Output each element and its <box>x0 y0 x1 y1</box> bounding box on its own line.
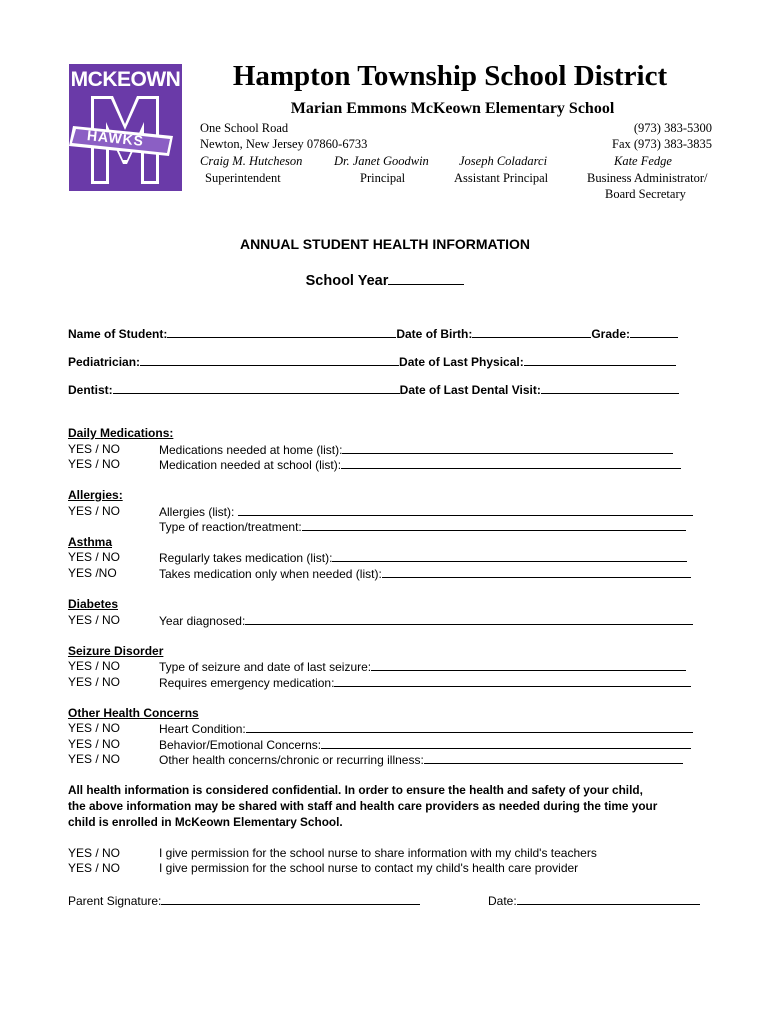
diabetes-heading: Diabetes <box>68 597 119 611</box>
meds-home-field[interactable] <box>342 442 673 454</box>
school-year-row <box>0 273 770 289</box>
school-year-label: School Year <box>305 273 389 289</box>
yes-no-option[interactable]: YES / NO <box>68 721 121 735</box>
last-dental-label: Date of Last Dental Visit: <box>399 383 541 397</box>
permission-contact: I give permission for the school nurse to contact my child's health care provider <box>159 861 579 875</box>
address-line-2: Newton, New Jersey 07860-6733 <box>200 137 368 151</box>
allergies-list-row <box>159 504 693 519</box>
signature-date-label: Date: <box>488 894 517 908</box>
asthma-regular-row <box>159 550 687 565</box>
signature-date-row <box>488 893 700 908</box>
year-diagnosed-row <box>159 613 693 628</box>
behavior-row <box>159 737 691 752</box>
asthma-needed-row <box>159 566 691 581</box>
pediatrician-label: Pediatrician: <box>68 355 141 369</box>
yes-no-option[interactable]: YES / NO <box>68 659 121 673</box>
seizure-type-field[interactable] <box>371 659 686 671</box>
meds-school-field[interactable] <box>341 457 681 469</box>
logo-wordmark: MCKEOWN <box>70 68 181 91</box>
seizure-heading: Seizure Disorder <box>68 644 164 658</box>
last-physical-field[interactable] <box>524 354 676 366</box>
asthma-regular-field[interactable] <box>332 550 687 562</box>
meds-school-label: Medication needed at school (list): <box>159 458 342 472</box>
yes-no-option[interactable]: YES / NO <box>68 861 121 875</box>
yes-no-option[interactable]: YES / NO <box>68 675 121 689</box>
yes-no-option[interactable]: YES / NO <box>68 550 121 564</box>
dob-field[interactable] <box>472 326 591 338</box>
yes-no-option[interactable]: YES / NO <box>68 504 121 518</box>
other-illness-row <box>159 752 683 767</box>
heart-condition-row <box>159 721 693 736</box>
dob-label: Date of Birth: <box>396 327 473 341</box>
superintendent-name: Craig M. Hutcheson <box>200 154 303 168</box>
confidential-line-3: child is enrolled in McKeown Elementary School. <box>68 815 343 829</box>
business-admin-name: Kate Fedge <box>614 154 672 168</box>
student-name-field[interactable] <box>167 326 396 338</box>
emergency-med-label: Requires emergency medication: <box>159 676 335 690</box>
year-diagnosed-label: Year diagnosed: <box>159 614 246 628</box>
student-name-row <box>68 326 678 341</box>
asthma-regular-label: Regularly takes medication (list): <box>159 551 333 565</box>
parent-signature-label: Parent Signature: <box>68 894 162 908</box>
confidential-line-1: All health information is considered confidential. In order to ensure the health and safety of your child, <box>68 783 643 797</box>
heart-condition-field[interactable] <box>246 721 693 733</box>
meds-school-row <box>159 457 681 472</box>
school-year-field[interactable] <box>388 273 464 285</box>
pediatrician-field[interactable] <box>140 354 399 366</box>
yes-no-option[interactable]: YES / NO <box>68 752 121 766</box>
form-title: ANNUAL STUDENT HEALTH INFORMATION <box>239 236 531 252</box>
other-illness-label: Other health concerns/chronic or recurring illness: <box>159 753 424 767</box>
allergies-list-label: Allergies (list): <box>159 505 235 519</box>
yes-no-option[interactable]: YES /NO <box>68 566 117 580</box>
seizure-type-label: Type of seizure and date of last seizure: <box>159 660 372 674</box>
asthma-needed-field[interactable] <box>382 566 691 578</box>
address-line-1: One School Road <box>200 121 289 135</box>
yes-no-option[interactable]: YES / NO <box>68 457 121 471</box>
phone-number: (973) 383-5300 <box>633 121 712 135</box>
asthma-heading: Asthma <box>68 535 113 549</box>
dentist-label: Dentist: <box>68 383 113 397</box>
signature-date-field[interactable] <box>517 893 700 905</box>
behavior-label: Behavior/Emotional Concerns: <box>159 738 322 752</box>
dentist-field[interactable] <box>113 382 400 394</box>
yes-no-option[interactable]: YES / NO <box>68 613 121 627</box>
other-concerns-heading: Other Health Concerns <box>68 706 199 720</box>
asthma-needed-label: Takes medication only when needed (list): <box>159 567 382 581</box>
year-diagnosed-field[interactable] <box>245 613 693 625</box>
other-illness-field[interactable] <box>424 752 683 764</box>
meds-home-row <box>159 442 673 457</box>
yes-no-option[interactable]: YES / NO <box>68 846 121 860</box>
last-physical-label: Date of Last Physical: <box>399 355 524 369</box>
emergency-med-field[interactable] <box>334 675 691 687</box>
emergency-med-row <box>159 675 691 690</box>
school-name: Marian Emmons McKeown Elementary School <box>290 100 615 117</box>
principal-name: Dr. Janet Goodwin <box>334 154 429 168</box>
reaction-label: Type of reaction/treatment: <box>159 520 302 534</box>
assistant-principal-name: Joseph Coladarci <box>459 154 548 168</box>
yes-no-option[interactable]: YES / NO <box>68 442 121 456</box>
logo-banner-text: HAWKS <box>86 127 145 149</box>
principal-title: Principal <box>360 171 406 185</box>
meds-home-label: Medications needed at home (list): <box>159 443 343 457</box>
parent-signature-field[interactable] <box>161 893 420 905</box>
last-dental-field[interactable] <box>541 382 679 394</box>
fax-number: Fax (973) 383-3835 <box>612 137 712 151</box>
assistant-principal-title: Assistant Principal <box>454 171 549 185</box>
parent-signature-row <box>68 893 420 908</box>
reaction-field[interactable] <box>302 519 686 531</box>
behavior-field[interactable] <box>321 737 691 749</box>
pediatrician-row <box>68 354 676 369</box>
yes-no-option[interactable]: YES / NO <box>68 737 121 751</box>
confidential-line-2: the above information may be shared with staff and health care providers as needed during the time your <box>68 799 658 813</box>
heart-condition-label: Heart Condition: <box>159 722 246 736</box>
allergies-heading: Allergies: <box>68 488 123 502</box>
seizure-type-row <box>159 659 686 674</box>
reaction-row <box>159 519 686 534</box>
superintendent-title: Superintendent <box>205 171 281 185</box>
dentist-row <box>68 382 679 397</box>
daily-medications-heading: Daily Medications: <box>68 426 174 440</box>
district-title: Hampton Township School District <box>232 60 668 92</box>
grade-field[interactable] <box>630 326 678 338</box>
business-admin-title: Business Administrator/ <box>587 171 708 185</box>
board-secretary-title: Board Secretary <box>605 187 686 201</box>
grade-label: Grade: <box>591 327 631 341</box>
allergies-list-field[interactable] <box>238 504 693 516</box>
student-name-label: Name of Student: <box>68 327 168 341</box>
permission-share: I give permission for the school nurse to share information with my child's teachers <box>159 846 597 860</box>
